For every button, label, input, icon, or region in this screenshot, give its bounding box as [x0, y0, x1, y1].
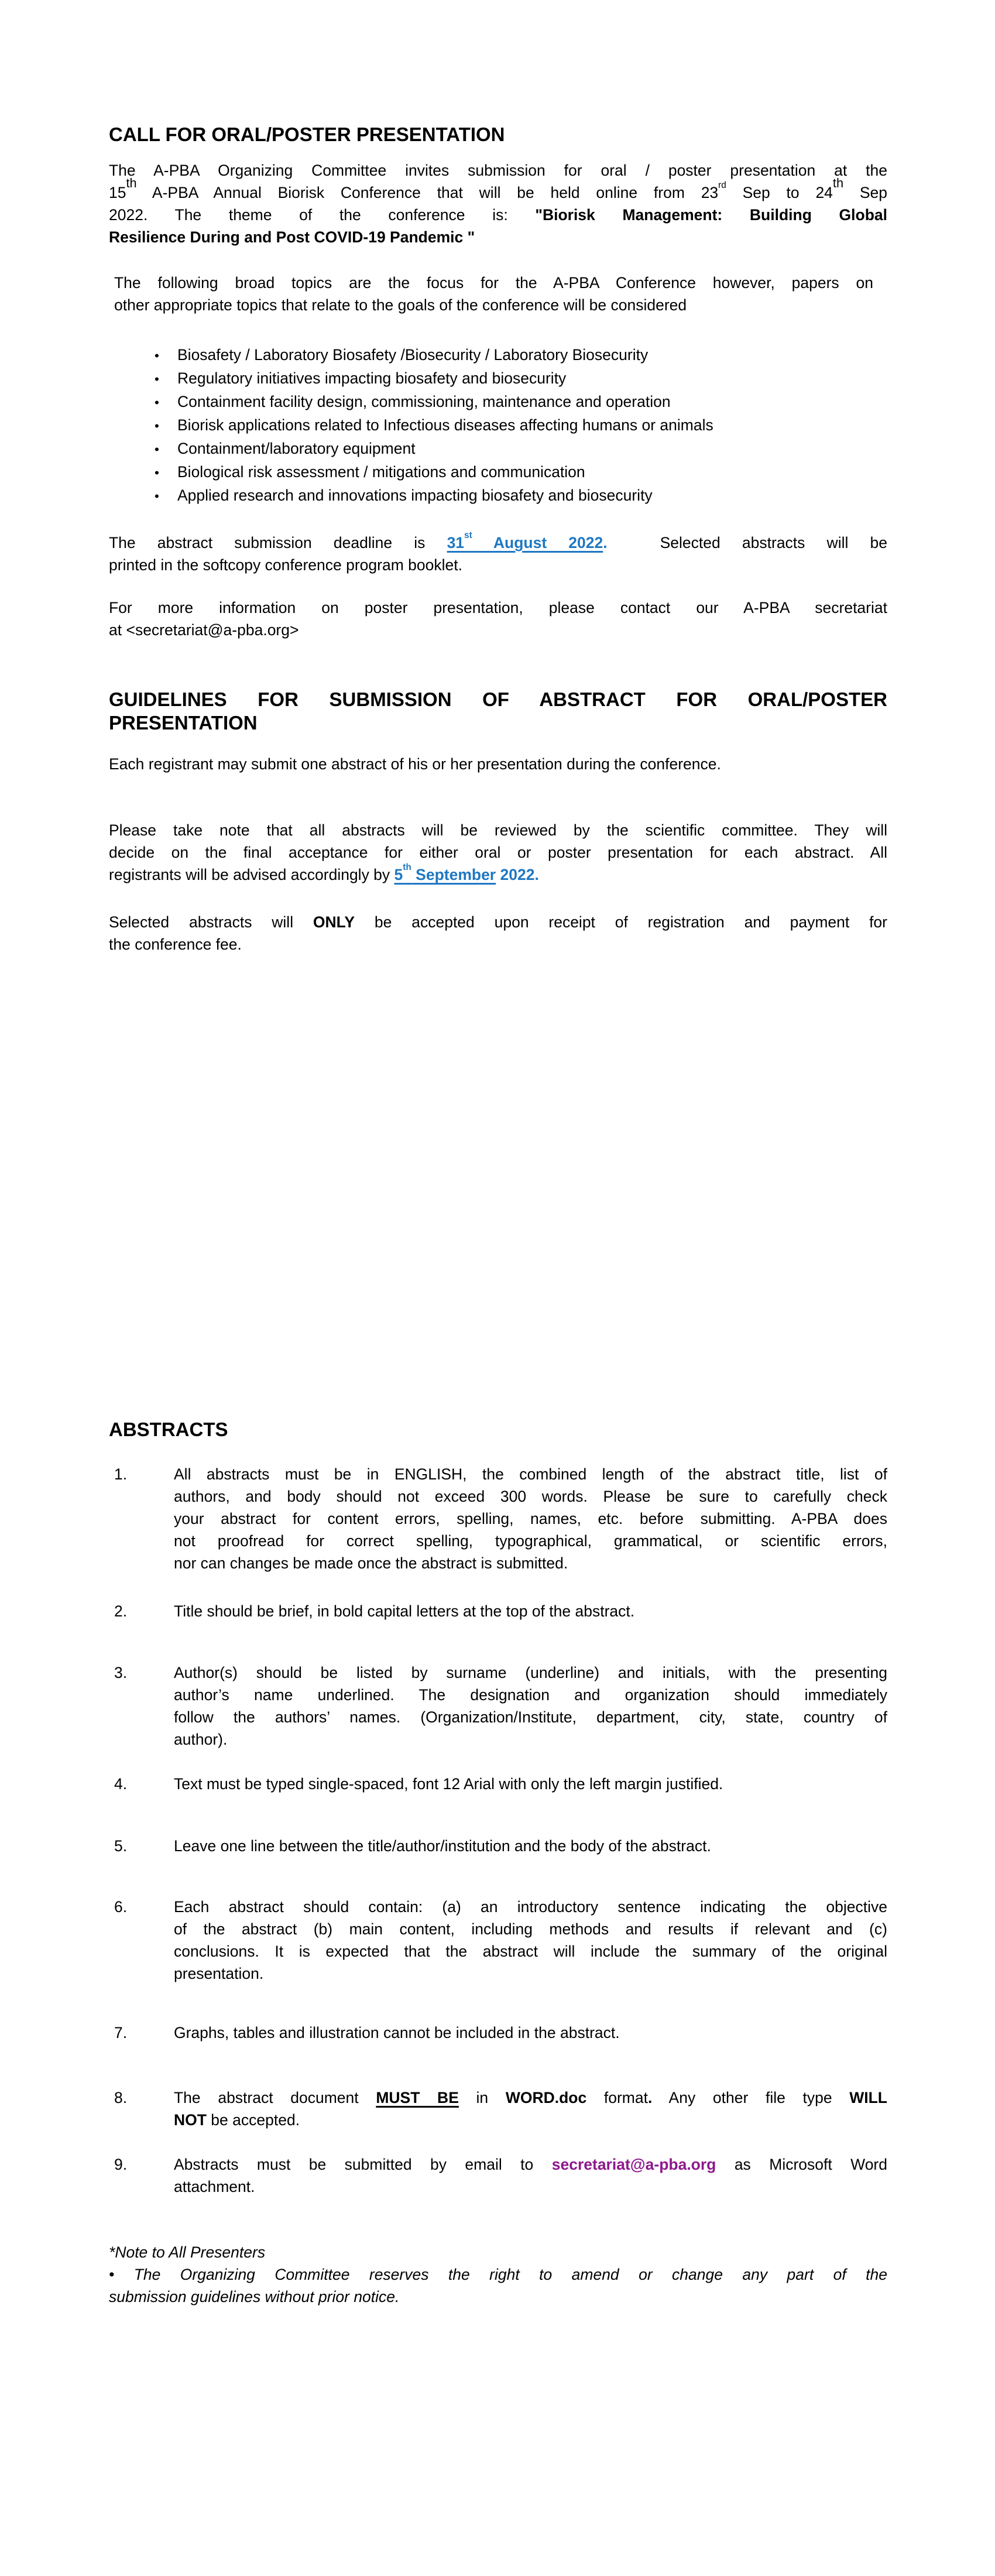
bullet-text: Biological risk assessment / mitigations and communication: [177, 463, 585, 481]
must-be-emphasis: MUST BE: [376, 2089, 459, 2106]
document-body: [109, 0, 887, 2308]
text-line: Please take note that all abstracts will be reviewed by the scientific committee. They will: [109, 821, 887, 839]
note-title: *Note to All Presenters: [109, 2243, 266, 2261]
text-line: submission guidelines without prior notice.: [109, 2288, 400, 2306]
text-line: other appropriate topics that relate to the goals of the conference will be considered: [114, 296, 687, 314]
text-line: Graphs, tables and illustration cannot be included in the abstract.: [174, 2024, 620, 2041]
bullet-text: Regulatory initiatives impacting biosafety and biosecurity: [177, 369, 567, 387]
text-line: at <secretariat@a-pba.org>: [109, 621, 299, 639]
abstract-rule-item: [109, 1835, 887, 1857]
list-item: [109, 367, 887, 390]
bullet-text: Containment/laboratory equipment: [177, 440, 416, 457]
item-number: 9.: [114, 2156, 128, 2173]
superscript: st: [464, 530, 472, 541]
text-line: Each abstract should contain: (a) an introductory sentence indicating the objective: [174, 1898, 887, 1916]
text-line: your abstract for content errors, spelling, names, etc. before submitting. A-PBA does: [174, 1510, 887, 1527]
text-line: For more information on poster presentation, please contact our A-PBA secretariat: [109, 599, 887, 616]
text-line: Text must be typed single-spaced, font 12 Arial with only the left margin justified.: [174, 1775, 723, 1793]
abstract-rule-item: [109, 2087, 887, 2131]
text-line: nor can changes be made once the abstract is submitted.: [174, 1554, 568, 1572]
deadline-date-link[interactable]: 31st August 2022.: [447, 530, 608, 551]
text-line: PRESENTATION: [109, 712, 258, 734]
superscript: th: [403, 862, 411, 873]
review-paragraph: [109, 819, 887, 886]
text-line: • The Organizing Committee reserves the right to amend or change any part of the: [109, 2266, 887, 2283]
list-item: [109, 390, 887, 414]
text-line: decide on the final acceptance for either oral or poster presentation for each abstract. All: [109, 844, 887, 861]
presenters-note: [109, 2241, 887, 2308]
text-line: follow the authors’ names. (Organization/Institute, department, city, state, country of: [174, 1708, 887, 1726]
abstract-rule-item: [109, 2153, 887, 2198]
text-line: 15th A-PBA Annual Biorisk Conference that will be held online from 23rd Sep to 24th Sep: [109, 175, 887, 201]
text-line: Each registrant may submit one abstract of his or her presentation during the conference.: [109, 755, 721, 773]
text-line: author).: [174, 1731, 228, 1748]
text-line: Selected abstracts will ONLY be accepted upon receipt of registration and payment for: [109, 913, 887, 931]
intro-paragraph: [109, 159, 887, 248]
guidelines-heading: [109, 688, 887, 735]
superscript: th: [832, 175, 844, 190]
list-item: [109, 344, 887, 367]
item-number: 8.: [114, 2089, 128, 2106]
text-line: the conference fee.: [109, 936, 242, 953]
text-line: not proofread for correct spelling, typographical, grammatical, or scientific errors,: [174, 1532, 887, 1550]
contact-paragraph: [109, 597, 887, 641]
page-title: CALL FOR ORAL/POSTER PRESENTATION: [109, 124, 505, 145]
text-line: The A-PBA Organizing Committee invites submission for oral / poster presentation at the: [109, 162, 887, 179]
one-abstract-paragraph: [109, 753, 887, 775]
item-number: 5.: [114, 1837, 128, 1855]
text-line: The following broad topics are the focus for the A-PBA Conference however, papers on: [114, 274, 873, 292]
topics-intro-paragraph: [114, 272, 873, 316]
item-number: 3.: [114, 1664, 128, 1681]
bullet-text: Biosafety / Laboratory Biosafety /Biosecurity / Laboratory Biosecurity: [177, 346, 649, 364]
list-item: [109, 414, 887, 437]
item-number: 7.: [114, 2024, 128, 2041]
abstract-rule-item: [109, 1896, 887, 1985]
bullet-text: Containment facility design, commissioning, maintenance and operation: [177, 393, 671, 410]
text-line: Abstracts must be submitted by email to secretariat@a-pba.org as Microsoft Word: [174, 2156, 887, 2173]
list-item: [109, 437, 887, 461]
topics-list: [109, 344, 887, 508]
bullet-icon: [109, 367, 177, 390]
conference-theme: "Biorisk Management: Building Global: [535, 206, 887, 224]
text-line: of the abstract (b) main content, including methods and results if relevant and (c): [174, 1920, 887, 1938]
secretariat-email-link[interactable]: secretariat@a-pba.org: [551, 2156, 716, 2173]
superscript: rd: [718, 180, 726, 191]
bullet-icon: [109, 461, 177, 484]
bullet-text: Biorisk applications related to Infectious diseases affecting humans or animals: [177, 416, 713, 434]
text-line: Author(s) should be listed by surname (underline) and initials, with the presenting: [174, 1664, 887, 1681]
item-number: 6.: [114, 1898, 128, 1916]
text-line: Title should be brief, in bold capital letters at the top of the abstract.: [174, 1602, 635, 1620]
text-line: Resilience During and Post COVID-19 Pandemic ": [109, 228, 475, 246]
text-line: presentation.: [174, 1965, 264, 1982]
abstract-rule-item: [109, 1662, 887, 1751]
text-line: The abstract submission deadline is 31st August 2022. Selected abstracts will be: [109, 530, 887, 551]
text-line: 2022. The theme of the conference is: "Biorisk Management: Building Global: [109, 206, 887, 224]
abstract-rule-item: [109, 2022, 887, 2044]
superscript: th: [126, 175, 137, 190]
deadline-paragraph: [109, 532, 887, 576]
item-number: 4.: [114, 1775, 128, 1793]
text-line: GUIDELINES FOR SUBMISSION OF ABSTRACT FOR ORAL/POSTER: [109, 688, 887, 710]
text-line: NOT be accepted.: [174, 2111, 300, 2129]
advice-date-link[interactable]: 5th September 2022.: [394, 862, 539, 883]
text-line: All abstracts must be in ENGLISH, the combined length of the abstract title, list of: [174, 1465, 887, 1483]
text-line: Leave one line between the title/author/institution and the body of the abstract.: [174, 1837, 711, 1855]
abstracts-heading: ABSTRACTS: [109, 1419, 228, 1440]
bullet-icon: [109, 414, 177, 437]
text-line: attachment.: [174, 2178, 255, 2195]
text-line: printed in the softcopy conference program booklet.: [109, 556, 462, 574]
text-line: The abstract document MUST BE in WORD.doc format. Any other file type WILL: [174, 2089, 887, 2106]
list-item: [109, 484, 887, 508]
abstract-rule-item: [109, 1773, 887, 1795]
abstract-rule-item: [109, 1463, 887, 1574]
bullet-icon: [109, 344, 177, 367]
list-item: [109, 461, 887, 484]
text-line: authors, and body should not exceed 300 words. Please be sure to carefully check: [174, 1488, 887, 1505]
bullet-icon: [109, 390, 177, 414]
text-line: conclusions. It is expected that the abstract will include the summary of the original: [174, 1943, 887, 1960]
text-line: author’s name underlined. The designation and organization should immediately: [174, 1686, 887, 1704]
text-line: registrants will be advised accordingly by 5th September 2022.: [109, 862, 539, 883]
bullet-icon: [109, 437, 177, 461]
word-doc-emphasis: WORD.doc: [505, 2089, 587, 2106]
bullet-text: Applied research and innovations impacting biosafety and biosecurity: [177, 487, 653, 504]
acceptance-paragraph: [109, 911, 887, 955]
bullet-icon: [109, 484, 177, 508]
item-number: 2.: [114, 1602, 128, 1620]
item-number: 1.: [114, 1465, 128, 1483]
abstract-rule-item: [109, 1600, 887, 1622]
